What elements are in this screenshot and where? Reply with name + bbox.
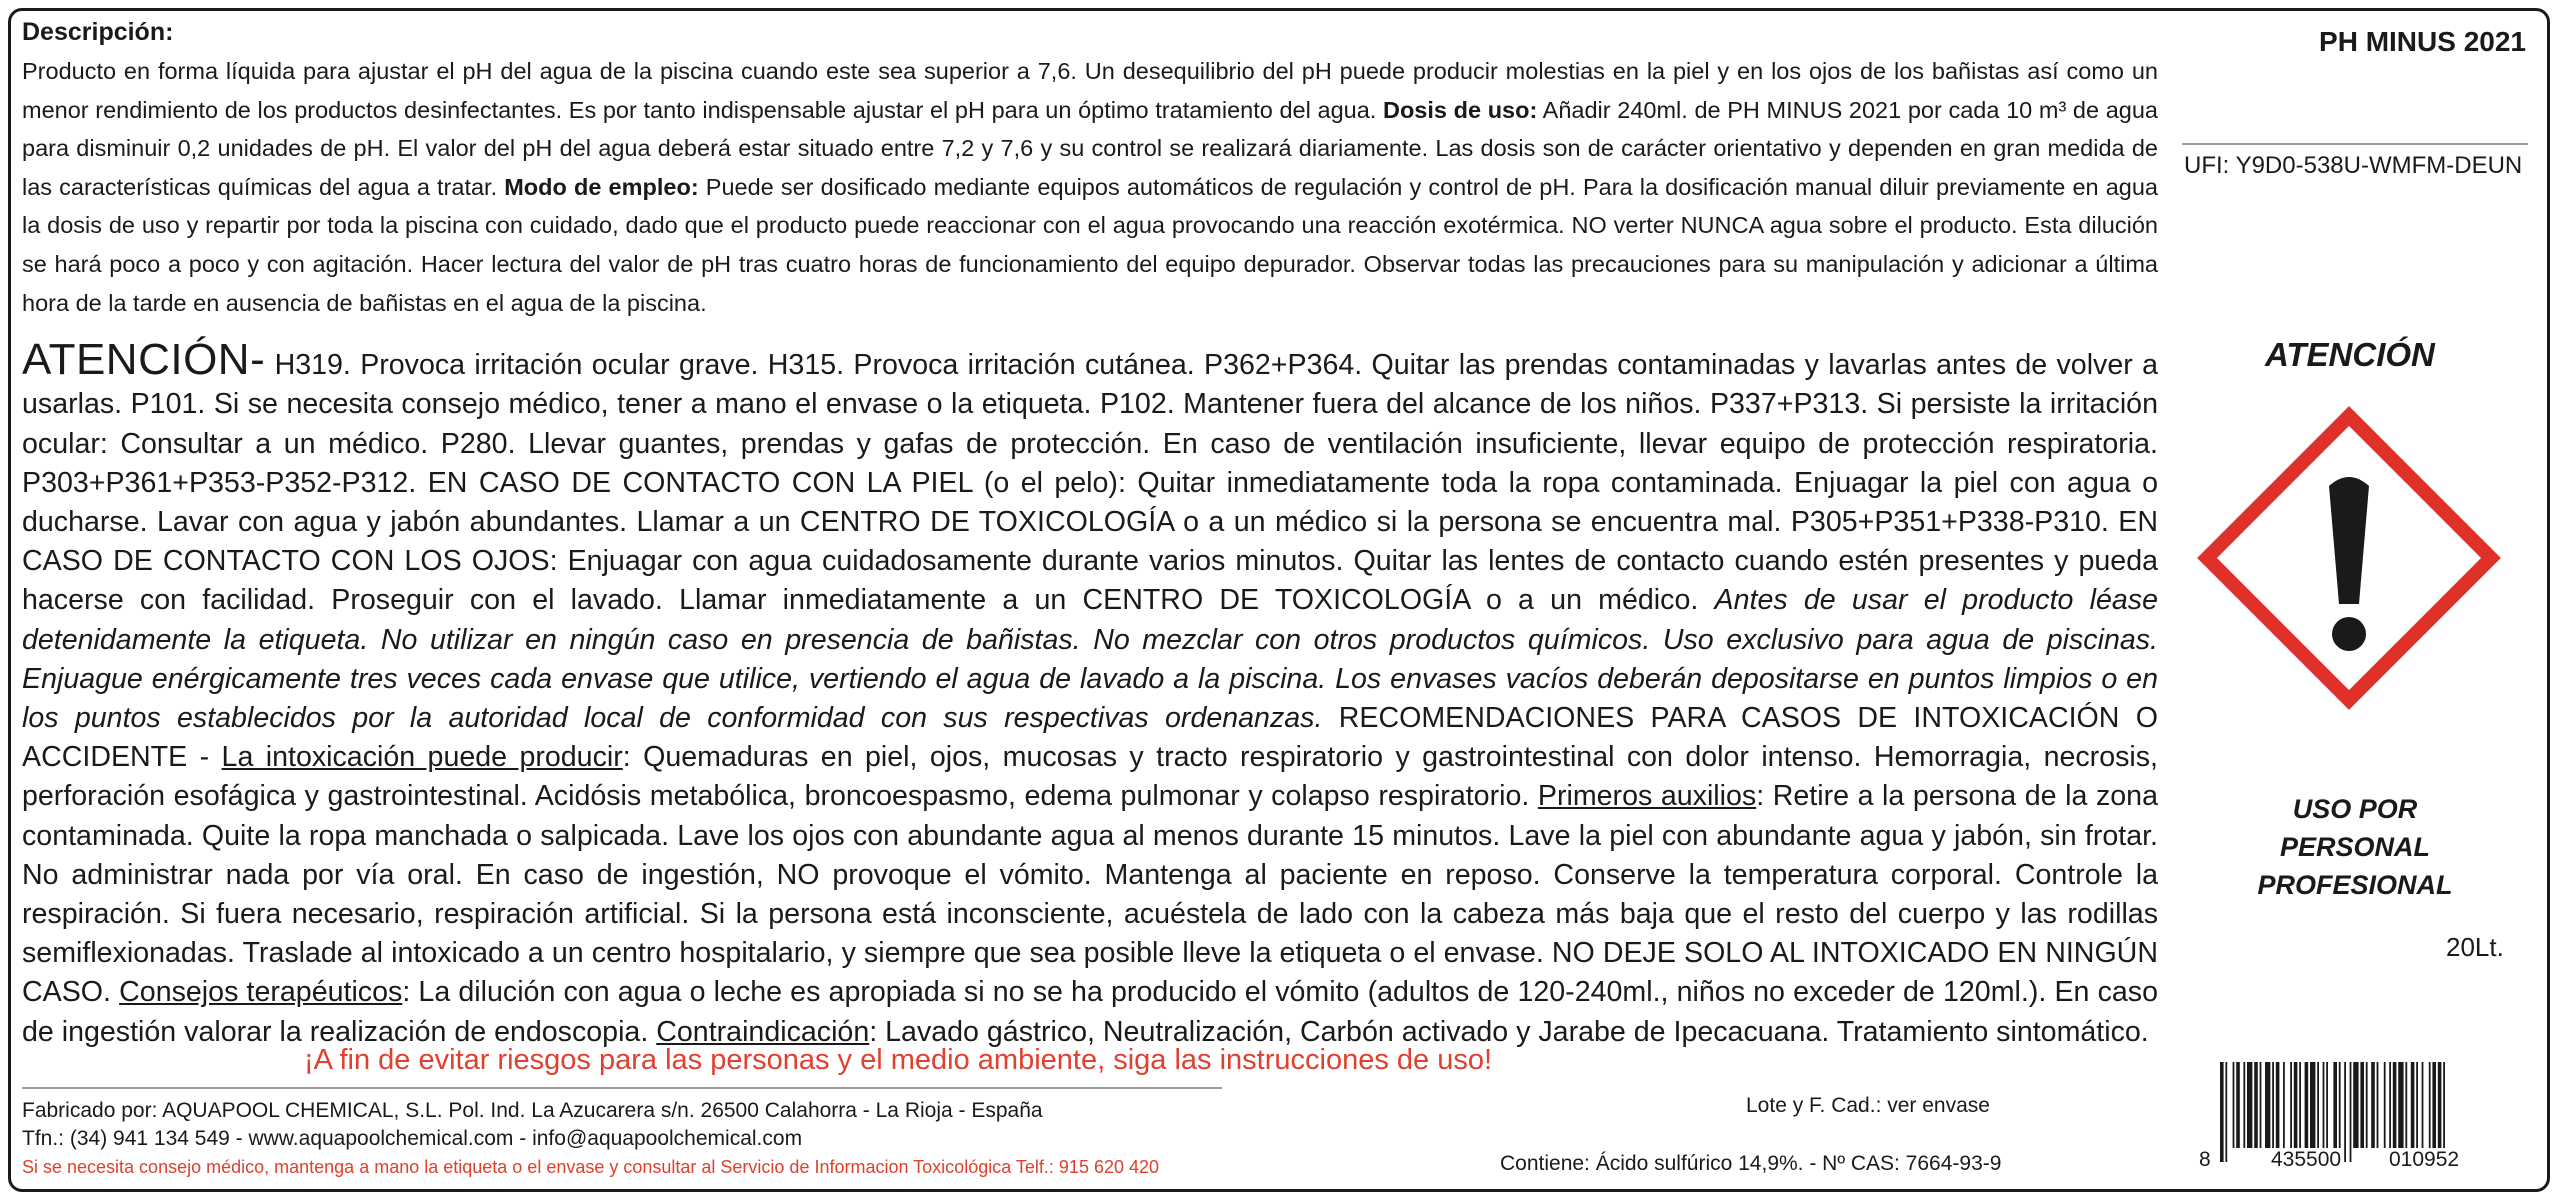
- composition: Contiene: Ácido sulfúrico 14,9%. - Nº CAS: 7664-93-9: [1500, 1152, 2002, 1175]
- barcode-bar: [2333, 1062, 2337, 1148]
- barcode-bar: [2411, 1062, 2415, 1148]
- main-column: [22, 12, 2158, 1052]
- barcode-bar: [2398, 1062, 2403, 1148]
- lot-expiry: Lote y F. Cad.: ver envase: [1746, 1094, 1990, 1117]
- barcode-bar: [2254, 1062, 2258, 1148]
- hazard-statements: H319. Provoca irritación ocular grave. H315. Provoca irritación cutánea. P362+P364. Quitar las prendas contaminadas y lavarlas antes de volver a usarlas. P101. Si se necesita consejo médico, tener a mano el envase o la etiqueta. P102. Mantener fuera del alcance de los niños. P337+P313. Si persiste la irritación ocular: Consultar a un médico. P280. Llevar guantes, prendas y gafas de protección. En caso de ventilación insuficiente, llevar equipo de protección respiratoria. P303+P361+P353-P352-P312. EN CASO DE CONTACTO CON LA PIEL (o el pelo): Quitar inmediatamente toda la ropa contaminada. Enjuagar la piel con agua o ducharse. Lavar con agua y jabón abundantes. Llamar a un CENTRO DE TOXICOLOGÍA o a un médico si la persona se encuentra mal. P305+P351+P338-P310. EN CASO DE CONTACTO CON LOS OJOS: Enjuagar con agua cuidadosamente durante varios minutos. Quitar las lentes de contacto cuando estén presentes y pueda hacerse con facilidad. Proseguir con el lavado. Llamar inmediatamente a un CENTRO DE TOXICOLOGÍA o a un médico.: [22, 349, 2158, 617]
- manufacturer-contact: Tfn.: (34) 941 134 549 - www.aquapoolchemical.com - info@aquapoolchemical.com: [22, 1127, 803, 1150]
- barcode-bar: [2247, 1062, 2252, 1148]
- barcode-bar: [2233, 1062, 2235, 1148]
- hazard-heading: ATENCIÓN-: [22, 335, 266, 385]
- barcode-bar: [2299, 1062, 2301, 1148]
- professional-use-line-1: USO POR: [2292, 794, 2418, 824]
- intoxication-effects-label: La intoxicación puede producir: [221, 741, 623, 774]
- ufi-code: UFI: Y9D0-538U-WMFM-DEUN: [2184, 152, 2523, 179]
- manufacturer-info: [22, 1097, 1159, 1181]
- barcode-bar: [2339, 1062, 2341, 1148]
- barcode-bar: [2422, 1062, 2424, 1148]
- barcode-bar: [2344, 1062, 2346, 1162]
- first-aid-text: : Retire a la persona de la zona contaminada. Quite la ropa manchada o salpicada. Lave los ojos con abundante agua al menos durante 15 minutos. Lave la piel con abundante agua y jabón, sin frotar. No administrar nada por vía oral. En caso de ingestión, NO provoque el vómito. Mantenga al paciente en reposo. Conserve la temperatura corporal. Controle la respiración. Si fuera necesario, respiración artificial. Si la persona está inconsciente, acuéstela de lado con la cabeza más baja que el resto del cuerpo y las rodillas semiflexionadas. Traslade al intoxicado a un centro hospitalario, y siempre que sea posible lleve la etiqueta o el envase. NO DEJE SOLO AL INTOXICADO EN NINGÚN CASO.: [22, 780, 2158, 1009]
- intoxication-heading: RECOMENDACIONES PARA CASOS DE INTOXICACIÓN O ACCIDENTE -: [22, 701, 2158, 774]
- barcode-bar: [2377, 1062, 2379, 1148]
- barcode-bar: [2360, 1062, 2364, 1148]
- ufi-divider: [2182, 143, 2528, 145]
- barcode-bar: [2384, 1062, 2386, 1148]
- barcode-bar: [2323, 1062, 2325, 1148]
- description-text: [22, 52, 2158, 322]
- manufacturer-address: Fabricado por: AQUAPOOL CHEMICAL, S.L. Pol. Ind. La Azucarera s/n. 26500 Calahorra - La Rioja - España: [22, 1099, 1043, 1122]
- barcode-digit-first: 8: [2196, 1148, 2214, 1172]
- barcode-bar: [2260, 1062, 2262, 1148]
- barcode-bar: [2438, 1062, 2442, 1148]
- barcode-bar: [2290, 1062, 2292, 1148]
- barcode-bar: [2416, 1062, 2418, 1148]
- barcode-bar: [2305, 1062, 2309, 1148]
- barcode-digit-group-1: 435500: [2268, 1148, 2344, 1172]
- barcode-bar: [2366, 1062, 2368, 1148]
- barcode-bar: [2310, 1062, 2315, 1148]
- barcode-bar: [2294, 1062, 2298, 1148]
- first-aid-label: Primeros auxilios: [1537, 780, 1757, 813]
- contraindication-label: Contraindicación: [656, 1015, 870, 1048]
- barcode-bar: [2389, 1062, 2391, 1148]
- therapeutic-advice-label: Consejos terapéuticos: [119, 976, 403, 1009]
- barcode-bar: [2393, 1062, 2397, 1148]
- barcode-bar: [2225, 1062, 2227, 1162]
- volume: 20Lt.: [2446, 932, 2504, 962]
- barcode-bar: [2353, 1062, 2358, 1148]
- barcode-bar: [2371, 1062, 2375, 1148]
- barcode-bar: [2243, 1062, 2245, 1148]
- barcode-bar: [2326, 1062, 2328, 1148]
- footer-divider: [22, 1087, 1222, 1089]
- dose-label: Dosis de uso:: [1382, 96, 1538, 123]
- barcode-bar: [2276, 1062, 2280, 1148]
- barcode-bar: [2265, 1062, 2270, 1148]
- barcode-bar: [2443, 1062, 2445, 1148]
- therapeutic-advice-text: : La dilución con agua o leche es apropiada si no se ha producido el vómito (adultos de 120-240ml., niños no exceder de 120ml.). En caso de ingestión valorar la realización de endoscopia.: [22, 976, 2158, 1048]
- barcode-bar: [2283, 1062, 2285, 1148]
- barcode-bar: [2429, 1062, 2431, 1148]
- mode-label: Modo de empleo:: [504, 173, 699, 200]
- barcode-bar: [2317, 1062, 2319, 1148]
- barcode-bars: [2196, 1062, 2516, 1162]
- contraindication-text: : Lavado gástrico, Neutralización, Carbón activado y Jarabe de Ipecacuana. Tratamiento sintomático.: [869, 1015, 2149, 1048]
- environment-warning: ¡A fin de evitar riesgos para las personas y el medio ambiente, siga las instrucciones de uso!: [304, 1044, 1493, 1076]
- intoxication-effects: : Quemaduras en piel, ojos, mucosas y tracto respiratorio y gastrointestinal con dolor intenso. Hemorragia, necrosis, perforación esofágica y gastrointestinal. Acidósis metabólica, broncoespasmo, edema pulmonar y colapso respiratorio.: [22, 741, 2158, 813]
- barcode-bar: [2350, 1062, 2352, 1162]
- professional-use-line-3: PROFESIONAL: [2257, 870, 2453, 900]
- barcode-bar: [2220, 1062, 2224, 1162]
- description-part-1: Producto en forma líquida para ajustar el pH del agua de la piscina cuando este sea superior a 7,6. Un desequilibrio del pH puede producir molestias en la piel y en los ojos de los bañistas así como un menor rendimiento de los productos desinfectantes. Es por tanto indispensable ajustar el pH para un óptimo tratamiento del agua.: [22, 58, 2158, 123]
- exclamation-hazard-icon: [2197, 406, 2501, 710]
- signal-word: ATENCIÓN: [2265, 336, 2435, 373]
- barcode-bar: [2236, 1062, 2240, 1148]
- product-name: PH MINUS 2021: [2319, 26, 2526, 57]
- hazard-text: [22, 335, 2159, 1052]
- professional-use-line-2: PERSONAL: [2279, 832, 2431, 862]
- description-part-3: Puede ser dosificado mediante equipos automáticos de regulación y control de pH. Para la dosificación manual diluir previamente en agua la dosis de uso y repartir por toda la piscina con cuidado, dado que el producto puede reaccionar con el agua provocando una reacción exotérmica. NO verter NUNCA agua sobre el producto. Esta dilución se hará poco a poco y con agitación. Hacer lectura del valor de pH tras cuatro horas de funcionamiento del equipo depurador. Observar todas las precauciones para su manipulación y adicionar a última hora de la tarde en ausencia de bañistas en el agua de la piscina.: [22, 173, 2158, 316]
- toxicology-service-note: Si se necesita consejo médico, mantenga a mano la etiqueta o el envase y consultar al Servicio de Informacion Toxicológica Telf.: 915 620 420: [22, 1157, 1160, 1177]
- description-title: Descripción:: [22, 18, 174, 46]
- barcode-bar: [2272, 1062, 2274, 1148]
- professional-use-note: [2240, 790, 2470, 904]
- barcode-digit-group-2: 010952: [2386, 1148, 2462, 1172]
- usage-precautions: Antes de usar el producto léase detenidamente la etiqueta. No utilizar en ningún caso en presencia de bañistas. No mezclar con otros productos químicos. Uso exclusivo para agua de piscinas. Enjuague enérgicamente tres veces cada envase que utilice, vertiendo el agua de lavado a la piscina. Los envases vacíos deberán depositarse en puntos limpios o en los puntos establecidos por la autoridad local de conformidad con sus respectivas ordenanzas.: [22, 584, 2159, 734]
- description-part-2: Añadir 240ml. de PH MINUS 2021 por cada 10 m³ de agua para disminuir 0,2 unidades de pH. El valor del pH del agua deberá estar situado entre 7,2 y 7,6 y su control se realizará diariamente. Las dosis son de carácter orientativo y dependen en gran medida de las características químicas del agua a tratar.: [22, 96, 2158, 200]
- barcode-bar: [2405, 1062, 2407, 1148]
- barcode-bar: [2432, 1062, 2436, 1148]
- barcode: [2196, 1062, 2516, 1184]
